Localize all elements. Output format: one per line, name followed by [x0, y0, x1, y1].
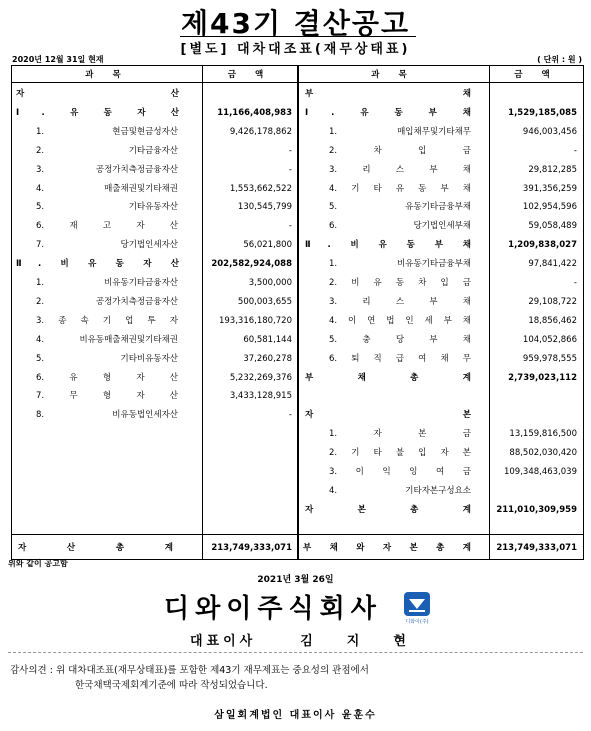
left-row-value: 193,316,180,720	[218, 315, 292, 326]
left-row-label: 자 산	[16, 89, 179, 99]
right-row	[299, 482, 585, 500]
right-total-label: 부 채 와 자 본 총 계	[303, 543, 471, 553]
left-row	[12, 104, 298, 122]
left-row-label: 1. 현금및현금성자산	[36, 126, 178, 137]
left-row	[12, 180, 298, 198]
right-row-label: 1. 매입채무및기타채무	[329, 126, 471, 137]
audit-opinion-line2: 한국채택국제회계기준에 따라 작성되었습니다.	[75, 680, 268, 691]
left-row-value: 1,553,662,522	[229, 183, 292, 194]
right-row	[299, 463, 585, 481]
right-row-value: 29,108,722	[528, 296, 577, 307]
left-total-label: 자 산 총 계	[18, 543, 173, 553]
divider	[8, 652, 583, 653]
rep-name: 김지현	[300, 634, 440, 649]
left-row	[12, 142, 298, 160]
right-row-value: 29,812,285	[528, 164, 577, 175]
auditor-signature: 삼일회계법인 대표이사 윤훈수	[214, 710, 377, 721]
right-row-label: 자 본 총 계	[305, 504, 471, 515]
right-row-label: 3. 리 스 부 채	[329, 164, 471, 175]
right-row	[299, 255, 585, 273]
right-row-value: -	[573, 145, 577, 156]
right-total-value: 213,749,333,071	[496, 543, 577, 553]
right-amount-header: 금 액	[514, 70, 558, 80]
right-row-label: 4. 이 연 법 인 세 부 채	[329, 315, 471, 326]
left-row-label: 6. 유 형 자 산	[36, 372, 178, 383]
left-row-label: 4. 비유동매출채권및기타채권	[36, 334, 178, 345]
right-row-label: 4. 기타자본구성요소	[329, 485, 471, 496]
left-row-label: 5. 기타유동자산	[36, 202, 178, 213]
audit-opinion	[10, 663, 369, 693]
left-row	[12, 198, 298, 216]
right-row-value: 109,348,463,039	[503, 467, 577, 477]
right-row-value: 391,356,259	[522, 183, 577, 194]
right-row-label: 2. 기 타 불 입 자 본	[329, 448, 471, 459]
left-row-label: 6. 재 고 자 산	[36, 221, 178, 232]
left-row-label: 2. 공정가치측정금융자산	[36, 296, 178, 307]
left-row	[12, 161, 298, 179]
right-row-label: 1. 비유동기타금융부채	[329, 259, 471, 270]
left-row-value: -	[288, 164, 292, 175]
right-row-value: 2,739,023,112	[508, 372, 577, 383]
left-row-value: 3,433,128,915	[229, 391, 292, 402]
right-row	[299, 312, 585, 330]
left-row-label: Ⅰ. 유 동 자 산	[16, 107, 179, 118]
left-row-label: 3. 종 속 기 업 투 자	[36, 315, 178, 326]
right-row-label: 2. 비 유 동 차 입 금	[329, 278, 471, 288]
left-row-label: 1. 비유동기타금융자산	[36, 278, 178, 288]
left-row-value: 37,260,278	[243, 353, 292, 364]
left-row	[12, 255, 298, 273]
title-underline	[180, 36, 416, 37]
right-row	[299, 123, 585, 141]
right-row	[299, 350, 585, 368]
right-row-value: -	[573, 278, 577, 288]
right-row-label: 4. 기 타 유 동 부 채	[329, 183, 471, 194]
left-total-row	[12, 539, 297, 557]
rep-title: 대표이사	[190, 634, 257, 649]
as-of-date: 2020년 12월 31일 현재	[12, 55, 104, 64]
right-row	[299, 274, 585, 292]
right-row-label: 3. 리 스 부 채	[329, 296, 471, 307]
right-row-value: 104,052,866	[522, 334, 577, 345]
left-row	[12, 369, 298, 387]
right-row	[299, 236, 585, 254]
right-row	[299, 406, 585, 424]
right-row-value: 102,954,596	[522, 202, 577, 213]
right-row	[299, 217, 585, 235]
left-row-label: 5. 기타비유동자산	[36, 353, 178, 364]
right-row	[299, 331, 585, 349]
right-row-label: 부 채	[305, 89, 471, 99]
left-row-label: 8. 비유동법인세자산	[36, 410, 178, 421]
balance-sheet-table	[11, 65, 584, 560]
left-total-value: 213,749,333,071	[211, 543, 292, 553]
left-item-header: 과 목	[85, 70, 129, 80]
left-row-label: 7. 무 형 자 산	[36, 391, 178, 402]
right-row	[299, 444, 585, 462]
right-row	[299, 387, 585, 405]
notice-statement: 위와 같이 공고함	[8, 559, 68, 568]
notice-title: 제43기 결산공고	[180, 7, 410, 40]
left-row-value: 11,166,408,983	[217, 107, 292, 118]
right-row-label: 6. 당기법인세부채	[329, 221, 471, 232]
left-amount-header: 금 액	[227, 70, 272, 80]
left-row	[12, 406, 298, 424]
right-row-value: 18,856,462	[528, 315, 577, 326]
left-row	[12, 331, 298, 349]
left-row-value: 9,426,178,862	[229, 126, 292, 137]
unit-label: ( 단위 : 원 )	[537, 55, 582, 64]
left-row	[12, 85, 298, 103]
right-row-label: Ⅱ. 비 유 동 부 채	[305, 240, 471, 251]
right-row-label: 5. 충 당 부 채	[329, 334, 471, 345]
company-name: 디와이주식회사	[164, 594, 382, 624]
right-row-label: 3. 이 익 잉 여 금	[329, 467, 471, 477]
left-row-value: -	[288, 221, 292, 232]
right-row-value: 1,209,838,027	[508, 240, 577, 251]
right-row	[299, 369, 585, 387]
left-row-value: 60,581,144	[243, 334, 292, 345]
right-row	[299, 104, 585, 122]
left-row-value: 202,582,924,088	[211, 259, 292, 270]
right-row-value: 211,010,309,959	[496, 504, 577, 515]
company-logo-icon	[403, 591, 431, 625]
right-row	[299, 142, 585, 160]
right-row-label: Ⅰ. 유 동 부 채	[305, 107, 471, 118]
right-row-value: 59,058,489	[528, 221, 577, 232]
right-row-value: 97,841,422	[528, 259, 577, 270]
publication-date: 2021년 3월 26일	[257, 575, 334, 585]
left-row	[12, 274, 298, 292]
left-row-value: -	[288, 145, 292, 156]
right-row	[299, 180, 585, 198]
right-row-value: 88,502,030,420	[509, 448, 577, 459]
left-row-label: 4. 매출채권및기타채권	[36, 183, 178, 194]
left-row-value: 500,003,655	[237, 296, 292, 307]
left-row-label: 3. 공정가치측정금융자산	[36, 164, 178, 175]
right-row-label: 자 본	[305, 410, 471, 421]
left-row	[12, 312, 298, 330]
logo-text: 디와이(주)	[405, 619, 429, 625]
right-row-value: 1,529,185,085	[508, 107, 577, 118]
left-row	[12, 387, 298, 405]
right-row-label: 1. 자 본 금	[329, 429, 471, 440]
right-row	[299, 198, 585, 216]
left-row	[12, 123, 298, 141]
left-row	[12, 217, 298, 235]
left-row-value: 5,232,269,376	[229, 372, 292, 383]
right-row	[299, 425, 585, 443]
left-row-value: 3,500,000	[248, 278, 292, 288]
right-row-label: 6. 퇴 직 급 여 채 무	[329, 353, 471, 364]
right-row-label: 부 채 총 계	[305, 372, 471, 383]
totals-separator	[12, 534, 583, 535]
right-row-value: 959,978,555	[522, 353, 577, 364]
left-row	[12, 293, 298, 311]
audit-opinion-line1: 감사의견 : 위 대차대조표(재무상태표)를 포함한 제43기 재무제표는 중요성의 관점에서	[10, 665, 369, 676]
left-row-label: 2. 기타금융자산	[36, 145, 178, 156]
right-row	[299, 161, 585, 179]
right-row	[299, 501, 585, 519]
right-row-value: 13,159,816,500	[509, 429, 577, 440]
right-item-header: 과 목	[371, 70, 415, 80]
right-total-row	[299, 539, 583, 557]
right-row-label: 2. 차 입 금	[329, 145, 471, 156]
right-row-label: 5. 유동기타금융부채	[329, 202, 471, 213]
right-row-value: 946,003,456	[522, 126, 577, 137]
right-row	[299, 293, 585, 311]
left-row-label: Ⅱ. 비 유 동 자 산	[16, 259, 179, 270]
left-row	[12, 350, 298, 368]
right-row	[299, 85, 585, 103]
left-row	[12, 236, 298, 254]
statement-subtitle: [별도] 대차대조표(재무상태표)	[180, 42, 411, 57]
representative	[190, 630, 440, 649]
left-row-value: 130,545,799	[237, 202, 292, 213]
left-row-value: 56,021,800	[243, 240, 292, 251]
left-row-value: -	[288, 410, 292, 421]
left-row-label: 7. 당기법인세자산	[36, 240, 178, 251]
